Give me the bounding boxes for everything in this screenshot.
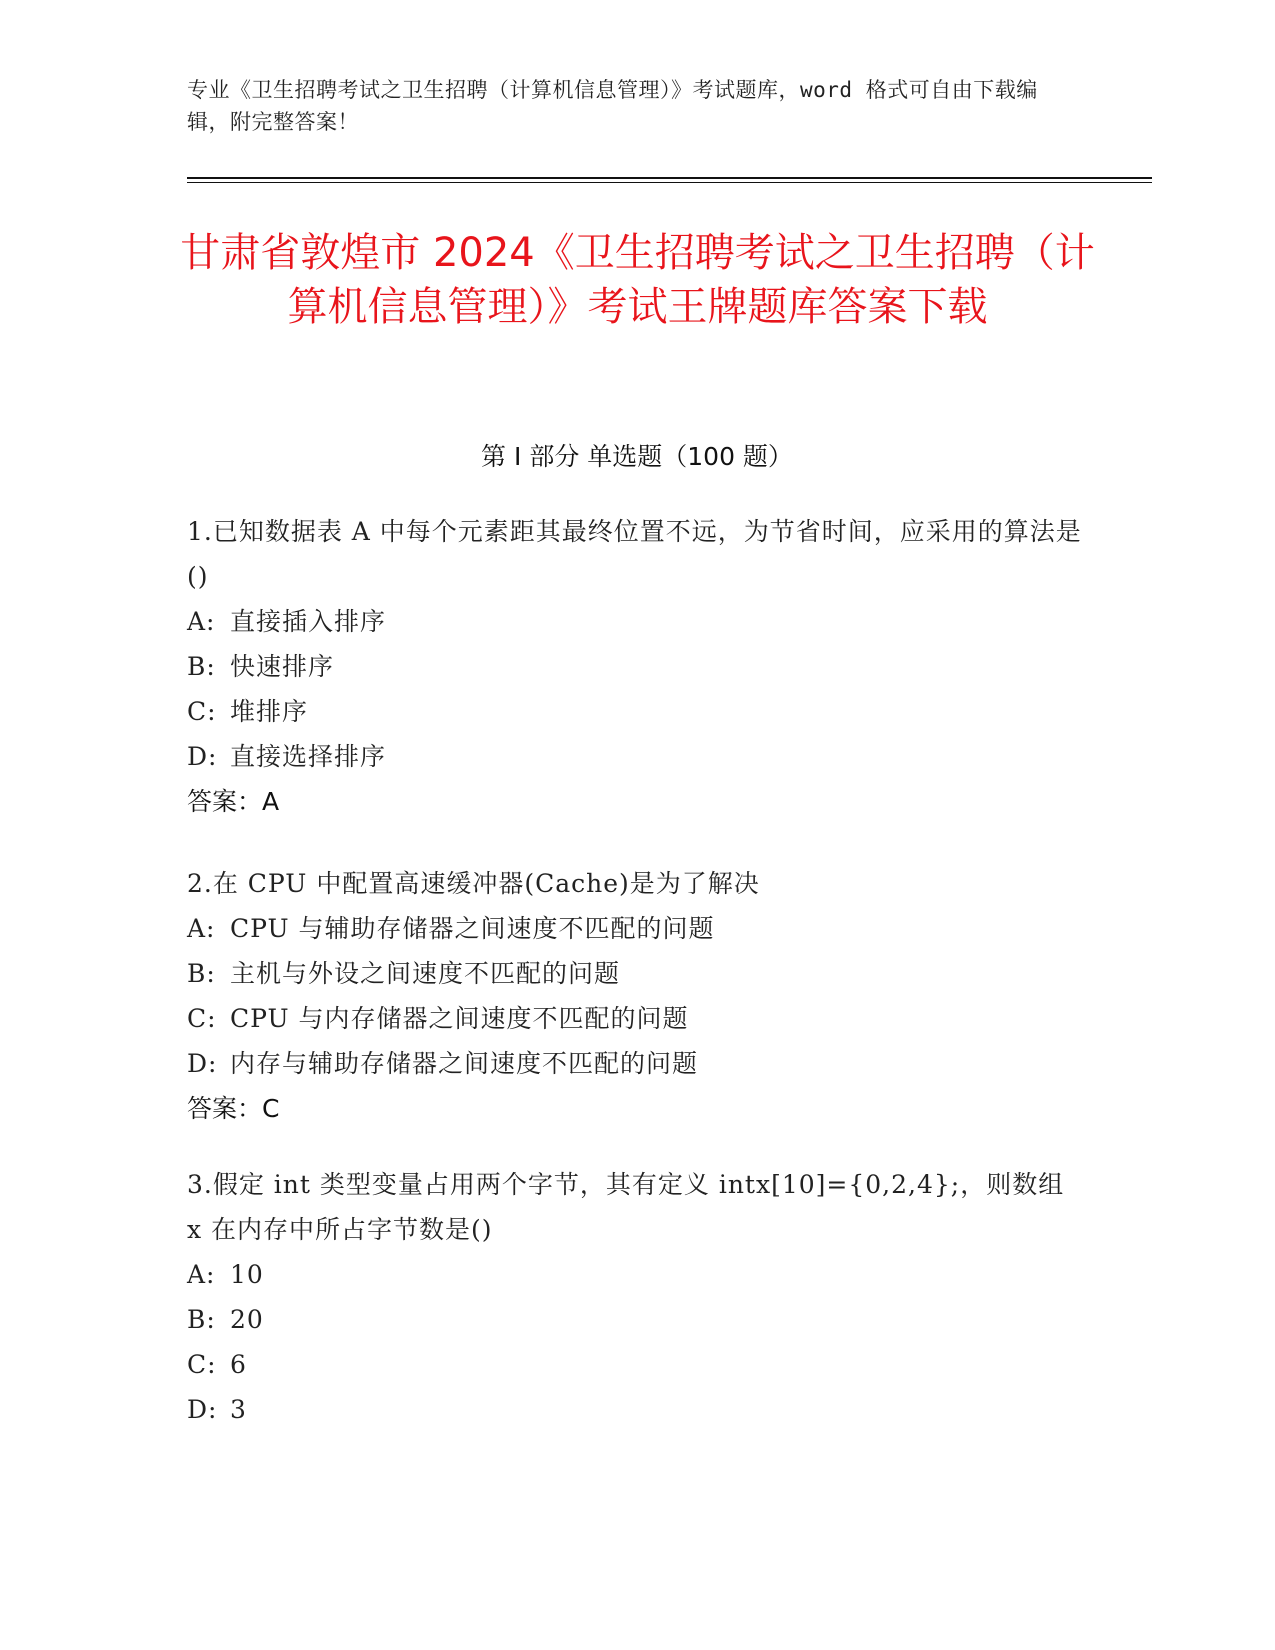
header-divider-thin bbox=[187, 182, 1152, 183]
option-label: D: bbox=[187, 1395, 218, 1424]
answer-line bbox=[187, 779, 1087, 825]
option-label: D: bbox=[187, 1049, 218, 1078]
option-a bbox=[187, 599, 1087, 644]
option-label: C: bbox=[187, 697, 217, 726]
option-c bbox=[187, 689, 1087, 734]
option-label: A: bbox=[187, 914, 216, 943]
option-text: 内存与辅助存储器之间速度不匹配的问题 bbox=[230, 1049, 699, 1078]
option-text: 3 bbox=[230, 1395, 247, 1424]
option-label: B: bbox=[187, 959, 216, 988]
option-text: CPU 与辅助存储器之间速度不匹配的问题 bbox=[230, 914, 715, 943]
option-text: 堆排序 bbox=[230, 697, 309, 726]
option-c bbox=[187, 1342, 1087, 1387]
option-text: 主机与外设之间速度不匹配的问题 bbox=[230, 959, 621, 988]
question-stem: 2.在 CPU 中配置高速缓冲器(Cache)是为了解决 bbox=[187, 869, 760, 898]
option-text: 6 bbox=[230, 1350, 247, 1379]
document-title: 甘肃省敦煌市 2024《卫生招聘考试之卫生招聘（计算机信息管理）》考试王牌题库答案下载 bbox=[180, 230, 1095, 330]
option-label: B: bbox=[187, 1305, 216, 1334]
option-a bbox=[187, 906, 1087, 951]
option-a bbox=[187, 1252, 1087, 1297]
question-stem: 3.假定 int 类型变量占用两个字节，其有定义 intx[10]={0,2,4};，则数组 x 在内存中所占字节数是() bbox=[187, 1170, 1065, 1244]
option-b bbox=[187, 644, 1087, 689]
question-3 bbox=[187, 1162, 1087, 1432]
header-note: 专业《卫生招聘考试之卫生招聘（计算机信息管理）》考试题库，word 格式可自由下载编辑，附完整答案！ bbox=[187, 78, 1038, 134]
option-d bbox=[187, 734, 1087, 779]
header-divider-thick bbox=[187, 177, 1152, 179]
option-d bbox=[187, 1387, 1087, 1432]
option-text: CPU 与内存储器之间速度不匹配的问题 bbox=[230, 1004, 689, 1033]
answer-value: A bbox=[262, 787, 280, 816]
option-text: 10 bbox=[230, 1260, 264, 1289]
option-label: D: bbox=[187, 742, 218, 771]
option-label: A: bbox=[187, 607, 216, 636]
option-d bbox=[187, 1041, 1087, 1086]
question-1 bbox=[187, 509, 1087, 825]
option-label: C: bbox=[187, 1004, 217, 1033]
option-text: 直接选择排序 bbox=[230, 742, 387, 771]
question-2 bbox=[187, 861, 1087, 1132]
option-label: B: bbox=[187, 652, 216, 681]
question-stem: 1.已知数据表 A 中每个元素距其最终位置不远，为节省时间，应采用的算法是() bbox=[187, 517, 1082, 591]
answer-value: C bbox=[262, 1094, 280, 1123]
option-label: C: bbox=[187, 1350, 217, 1379]
option-b bbox=[187, 1297, 1087, 1342]
option-b bbox=[187, 951, 1087, 996]
answer-line bbox=[187, 1086, 1087, 1132]
section-title: 第 I 部分 单选题（100 题） bbox=[481, 442, 793, 471]
option-text: 快速排序 bbox=[230, 652, 335, 681]
option-text: 直接插入排序 bbox=[230, 607, 387, 636]
answer-label: 答案： bbox=[187, 1094, 263, 1123]
option-c bbox=[187, 996, 1087, 1041]
option-label: A: bbox=[187, 1260, 216, 1289]
option-text: 20 bbox=[230, 1305, 264, 1334]
answer-label: 答案： bbox=[187, 787, 263, 816]
